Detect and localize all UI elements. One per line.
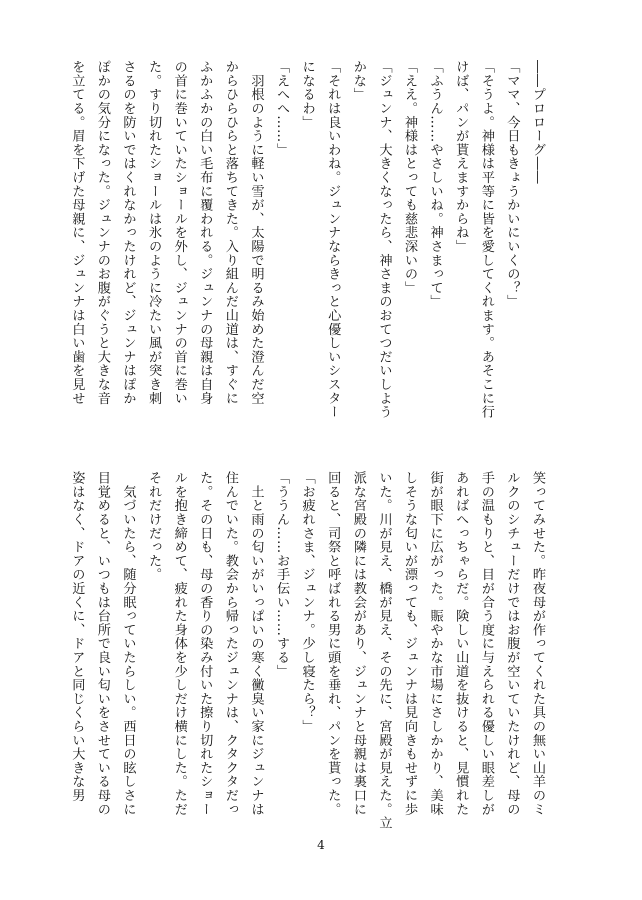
upper-text-column: 「ふうん……やさしいね。神さまって」 [427,60,443,309]
upper-text-column: 「ええ。神様はとっても慈悲深いの」 [402,60,418,295]
lower-text-column: 土と雨の匂いがいっぱいの寒く黴臭い家にジュンナは [248,471,264,816]
upper-text-column: からひらひらと落ちてきた。入り組んだ山道は、すぐに [222,60,238,405]
upper-text-block [64,60,550,420]
upper-text-column: けば、パンが貰えますからね」 [453,60,469,254]
lower-text-column: 笑ってみせた。昨夜母が作ってくれた具の無い山羊のミ [530,471,545,816]
lower-text-column: 街が眼下に広がった。賑やかな市場にさしかかり、美味 [427,471,443,816]
upper-text-column: た。すり切れたショールは氷のように冷たい風が突き刺 [146,60,162,405]
upper-text-column: になるわ」 [299,60,315,129]
upper-text-column: かな」 [350,60,366,102]
lower-text-column: しそうな匂いが漂っても、ジュンナは見向きもせずに歩 [402,471,418,816]
upper-text-column: さるのを防いではくれなかったけれど、ジュンナはぽか [120,60,136,405]
upper-text-column: ふかふかの白い毛布に覆われる。ジュンナの母親は自身 [197,60,213,405]
upper-text-column: ぽかの気分になった。ジュンナのお腹がぐうと大きな音 [94,60,110,405]
upper-text-column: を立てる。眉を下げた母親に、ジュンナは白い歯を見せ [69,60,85,405]
lower-text-column: それだけだった。 [146,471,162,582]
upper-text-column: の首に巻いていたショールを外し、ジュンナの首に巻い [171,60,187,405]
upper-text-column: 「ジュンナ、大きくなったら、神さまのおてつだいしよう [376,60,392,419]
lower-text-column: 住んでいた。教会から帰ったジュンナは、クタクタだっ [222,471,238,816]
lower-text-column: 回ると、司祭と呼ばれる男に頭を垂れ、パンを貰った。 [325,471,341,816]
page-number: 4 [317,838,325,852]
lower-text-column: 手の温もりと、目が合う度に与えられる優しい眼差しが [478,471,494,816]
lower-text-column: あればへっちゃらだ。険しい山道を抜けると、見慣れた [453,471,469,816]
lower-text-column: 姿はなく、ドアの近くに、ドアと同じくらい大きな男 [69,471,85,803]
lower-text-column: 「ううん……お手伝い……する」 [274,471,290,678]
lower-text-block [64,471,550,831]
lower-text-column: 気づいたら、随分眠っていたらしい。西日の眩しさに [120,471,136,816]
upper-text-column: 「それは良いわね。ジュンナならきっと心優しいシスター [325,60,341,419]
upper-text-column: 「そうよ。神様は平等に皆を愛してくれます。あそこに行 [478,60,494,419]
upper-text-column: 「えへへ……」 [274,60,290,157]
lower-text-column: いた。川が見え、橋が見え、その先に、宮殿が見えた。立 [376,471,392,830]
upper-text-column: 羽根のように軽い雪が、太陽で明るみ始めた澄んだ空 [248,60,264,405]
lower-text-column: ルを抱き締めて、疲れた身体を少しだけ横にした。ただ [171,471,187,816]
lower-text-column: ルクのシチューだけではお腹が空いていたけれど、母の [504,471,520,816]
upper-text-column: 「ママ、今日もきょうかいにいくの？」 [504,60,520,309]
lower-text-column: 「お疲れさま、ジュンナ。少し寝たら？」 [299,471,315,734]
lower-text-column: 派な宮殿の隣には教会があり、ジュンナと母親は裏口に [350,471,366,816]
lower-text-column: 目覚めると、いつもは台所で良い匂いをさせている母の [94,471,110,816]
upper-text-column: ――プロローグ―― [530,60,545,185]
lower-text-column: た。その日も、母の香りの染み付いた擦り切れたショー [197,471,213,816]
